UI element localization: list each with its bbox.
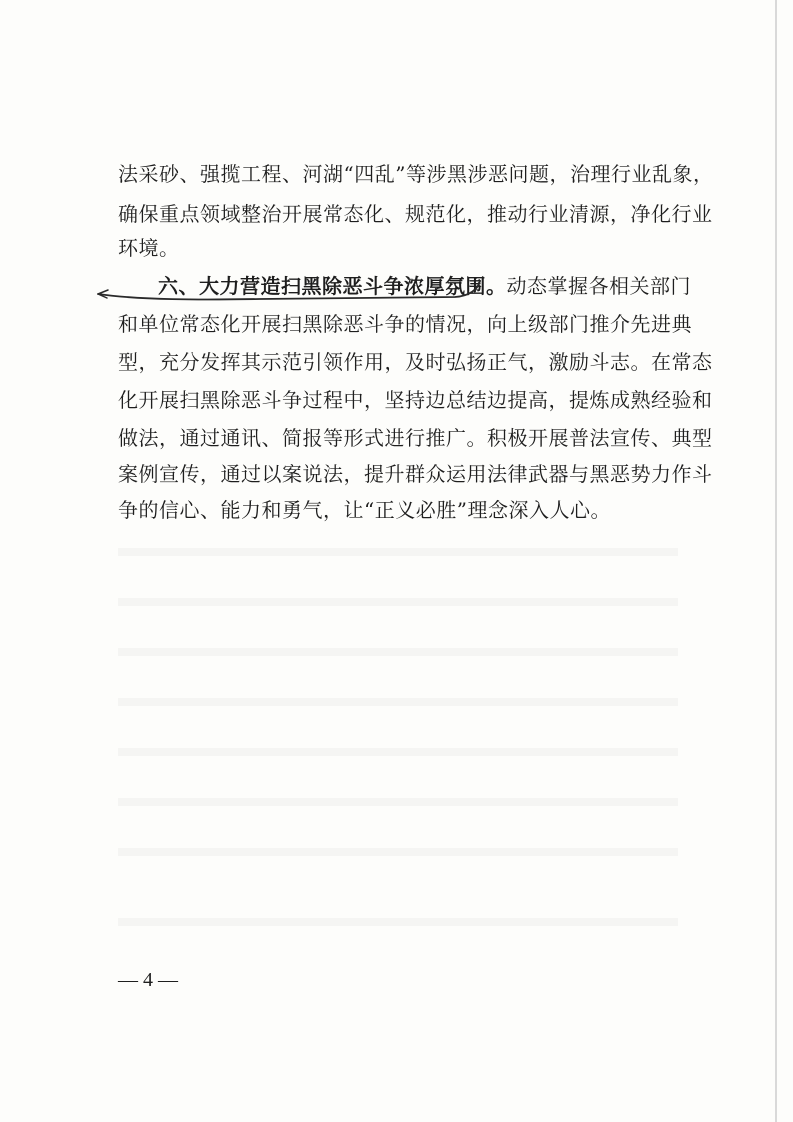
body-text-line: 法采砂、强揽工程、河湖“四乱”等涉黑涉恶问题，治理行业乱象， (118, 162, 714, 186)
body-text-line: 和单位常态化开展扫黑除恶斗争的情况，向上级部门推介先进典 (118, 312, 692, 336)
bleed-through-line (118, 648, 678, 656)
bleed-through-line (118, 798, 678, 806)
scan-edge-shadow (775, 0, 777, 1122)
bleed-through-line (118, 698, 678, 706)
section-heading-tail: 动态掌握各相关部门 (506, 274, 691, 298)
body-text-line: 争的信心、能力和勇气，让“正义必胜”理念深入人心。 (118, 498, 611, 522)
body-text-line: 型，充分发挥其示范引领作用，及时弘扬正气，激励斗志。在常态 (118, 350, 713, 374)
body-text-line: 化开展扫黑除恶斗争过程中，坚持边总结边提高，提炼成熟经验和 (118, 388, 713, 412)
section-heading: 六、大力营造扫黑除恶斗争浓厚氛围。 (158, 274, 507, 298)
body-text-line: 案例宣传，通过以案说法，提升群众运用法律武器与黑恶势力作斗 (118, 462, 713, 486)
bleed-through-line (118, 598, 678, 606)
bleed-through-line (118, 918, 678, 926)
bleed-through-line (118, 548, 678, 556)
bleed-through-line (118, 748, 678, 756)
body-text-line: 做法，通过通讯、简报等形式进行推广。积极开展普法宣传、典型 (118, 426, 713, 450)
bleed-through-line (118, 848, 678, 856)
section-heading-line (158, 274, 691, 298)
body-text-line: 确保重点领域整治开展常态化、规范化，推动行业清源，净化行业 (118, 202, 713, 226)
body-text-line: 环境。 (118, 236, 180, 260)
page-number: — 4 — (118, 969, 178, 991)
